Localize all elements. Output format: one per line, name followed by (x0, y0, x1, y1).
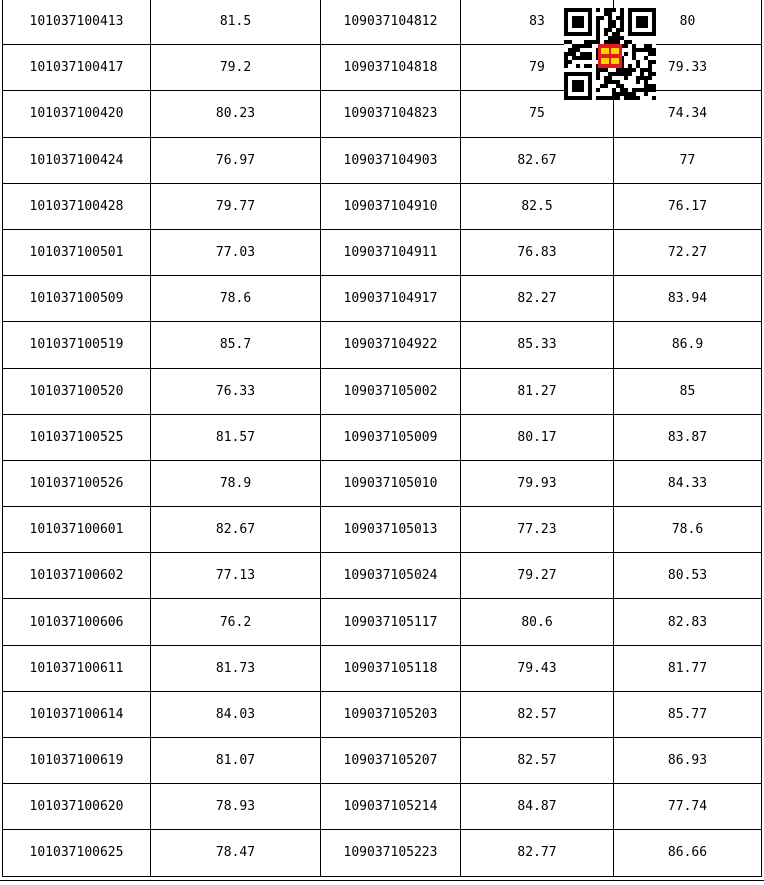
candidate-id-b-cell: 109037104922 (321, 322, 461, 368)
candidate-id-b-cell: 109037104911 (321, 229, 461, 275)
candidate-id-b-cell: 109037105009 (321, 414, 461, 460)
candidate-id-a-cell: 101037100525 (3, 414, 151, 460)
score-a-cell: 81.5 (151, 0, 321, 45)
candidate-id-a-cell: 101037100520 (3, 368, 151, 414)
candidate-id-b-cell: 109037104812 (321, 0, 461, 45)
score-b2-cell: 84.33 (614, 460, 762, 506)
score-b1-cell: 76.83 (461, 229, 614, 275)
score-b1-cell: 79.27 (461, 553, 614, 599)
table-row (3, 137, 762, 183)
score-b2-cell: 86.93 (614, 738, 762, 784)
table-row (3, 460, 762, 506)
score-b2-cell: 85.77 (614, 691, 762, 737)
score-b1-cell: 82.77 (461, 830, 614, 876)
candidate-id-b-cell: 109037105117 (321, 599, 461, 645)
table-row (3, 368, 762, 414)
candidate-id-b-cell: 109037105024 (321, 553, 461, 599)
score-table (2, 0, 762, 877)
candidate-id-b-cell: 109037104818 (321, 45, 461, 91)
candidate-id-a-cell: 101037100606 (3, 599, 151, 645)
score-b1-cell: 80.6 (461, 599, 614, 645)
score-a-cell: 80.23 (151, 91, 321, 137)
candidate-id-a-cell: 101037100420 (3, 91, 151, 137)
score-a-cell: 82.67 (151, 507, 321, 553)
score-a-cell: 78.47 (151, 830, 321, 876)
candidate-id-b-cell: 109037105118 (321, 645, 461, 691)
watermark-logo-icon (598, 44, 622, 68)
candidate-id-b-cell: 109037105207 (321, 738, 461, 784)
candidate-id-a-cell: 101037100428 (3, 183, 151, 229)
table-row (3, 738, 762, 784)
score-a-cell: 78.9 (151, 460, 321, 506)
score-b1-cell: 75 (461, 91, 614, 137)
score-b2-cell: 77 (614, 137, 762, 183)
score-a-cell: 77.13 (151, 553, 321, 599)
score-a-cell: 78.93 (151, 784, 321, 830)
score-b1-cell: 81.27 (461, 368, 614, 414)
table-row (3, 553, 762, 599)
candidate-id-a-cell: 101037100601 (3, 507, 151, 553)
candidate-id-b-cell: 109037104903 (321, 137, 461, 183)
candidate-id-b-cell: 109037104823 (321, 91, 461, 137)
score-b1-cell: 82.57 (461, 738, 614, 784)
candidate-id-b-cell: 109037105203 (321, 691, 461, 737)
candidate-id-a-cell: 101037100526 (3, 460, 151, 506)
candidate-id-a-cell: 101037100611 (3, 645, 151, 691)
candidate-id-a-cell: 101037100519 (3, 322, 151, 368)
score-b2-cell: 79.33 (614, 45, 762, 91)
table-row (3, 830, 762, 876)
candidate-id-a-cell: 101037100625 (3, 830, 151, 876)
score-b2-cell: 85 (614, 368, 762, 414)
candidate-id-a-cell: 101037100424 (3, 137, 151, 183)
score-a-cell: 84.03 (151, 691, 321, 737)
score-b2-cell: 80.53 (614, 553, 762, 599)
score-b2-cell: 86.66 (614, 830, 762, 876)
candidate-id-a-cell: 101037100413 (3, 0, 151, 45)
candidate-id-b-cell: 109037105002 (321, 368, 461, 414)
score-a-cell: 79.77 (151, 183, 321, 229)
table-row (3, 691, 762, 737)
score-a-cell: 79.2 (151, 45, 321, 91)
table-bottom-edge (0, 880, 764, 881)
candidate-id-a-cell: 101037100619 (3, 738, 151, 784)
table-row (3, 414, 762, 460)
score-b2-cell: 77.74 (614, 784, 762, 830)
score-b2-cell: 72.27 (614, 229, 762, 275)
score-a-cell: 81.57 (151, 414, 321, 460)
score-b2-cell: 82.83 (614, 599, 762, 645)
candidate-id-a-cell: 101037100614 (3, 691, 151, 737)
score-b2-cell: 78.6 (614, 507, 762, 553)
candidate-id-a-cell: 101037100501 (3, 229, 151, 275)
score-b2-cell: 80 (614, 0, 762, 45)
table-row (3, 599, 762, 645)
qr-logo (598, 44, 622, 68)
score-b1-cell: 85.33 (461, 322, 614, 368)
score-b2-cell: 76.17 (614, 183, 762, 229)
table-row (3, 229, 762, 275)
candidate-id-b-cell: 109037105013 (321, 507, 461, 553)
score-b1-cell: 82.5 (461, 183, 614, 229)
score-a-cell: 85.7 (151, 322, 321, 368)
candidate-id-b-cell: 109037104910 (321, 183, 461, 229)
score-b1-cell: 82.57 (461, 691, 614, 737)
qr-code (564, 8, 656, 100)
candidate-id-b-cell: 109037105223 (321, 830, 461, 876)
candidate-id-a-cell: 101037100602 (3, 553, 151, 599)
score-b1-cell: 79.93 (461, 460, 614, 506)
candidate-id-a-cell: 101037100417 (3, 45, 151, 91)
score-a-cell: 81.07 (151, 738, 321, 784)
candidate-id-b-cell: 109037105010 (321, 460, 461, 506)
table-row (3, 183, 762, 229)
candidate-id-a-cell: 101037100509 (3, 276, 151, 322)
score-b1-cell: 83 (461, 0, 614, 45)
score-b2-cell: 81.77 (614, 645, 762, 691)
score-b2-cell: 74.34 (614, 91, 762, 137)
score-a-cell: 81.73 (151, 645, 321, 691)
score-b1-cell: 77.23 (461, 507, 614, 553)
candidate-id-b-cell: 109037104917 (321, 276, 461, 322)
candidate-id-b-cell: 109037105214 (321, 784, 461, 830)
score-b1-cell: 79 (461, 45, 614, 91)
score-table-body (3, 0, 762, 876)
score-b1-cell: 84.87 (461, 784, 614, 830)
table-row (3, 322, 762, 368)
table-row (3, 645, 762, 691)
score-b1-cell: 82.67 (461, 137, 614, 183)
score-a-cell: 76.33 (151, 368, 321, 414)
score-a-cell: 76.2 (151, 599, 321, 645)
table-row (3, 507, 762, 553)
score-a-cell: 78.6 (151, 276, 321, 322)
score-a-cell: 77.03 (151, 229, 321, 275)
score-a-cell: 76.97 (151, 137, 321, 183)
score-b2-cell: 83.94 (614, 276, 762, 322)
score-b1-cell: 82.27 (461, 276, 614, 322)
table-row (3, 784, 762, 830)
candidate-id-a-cell: 101037100620 (3, 784, 151, 830)
score-b2-cell: 86.9 (614, 322, 762, 368)
score-b2-cell: 83.87 (614, 414, 762, 460)
score-b1-cell: 80.17 (461, 414, 614, 460)
table-row (3, 276, 762, 322)
score-b1-cell: 79.43 (461, 645, 614, 691)
